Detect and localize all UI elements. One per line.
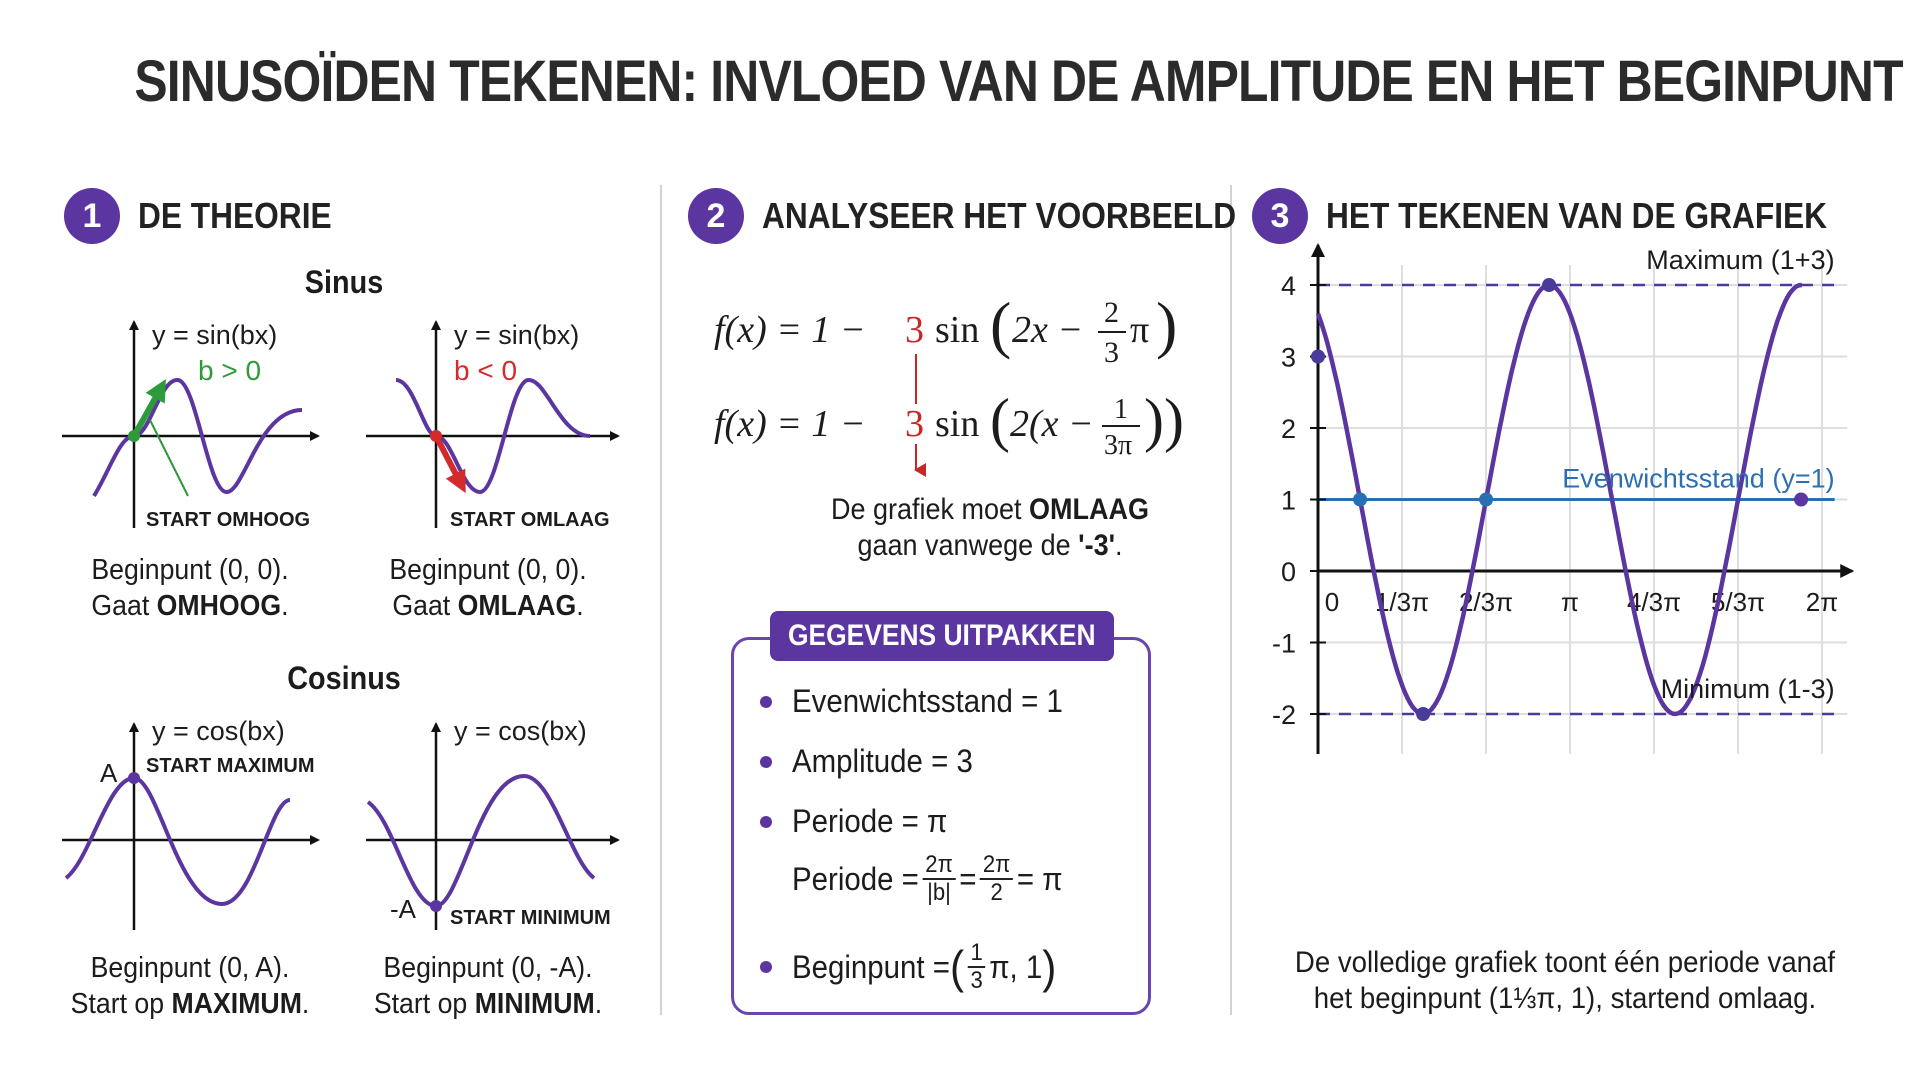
y-tick-label: 0 (1280, 557, 1296, 587)
curve-point (1794, 493, 1808, 507)
svg-text:)): )) (1144, 387, 1184, 453)
eq2-argument: 2(x − (1010, 403, 1094, 445)
svg-text:(: ( (990, 289, 1012, 360)
start-label: START OMHOOG (146, 509, 311, 531)
curve-point (1353, 493, 1367, 507)
section-number-badge: 1 (64, 188, 120, 244)
bullet (760, 816, 772, 828)
eq2-sin: sin (935, 403, 980, 445)
start-label: START OMLAAG (450, 509, 610, 531)
condition-label: b < 0 (454, 355, 518, 386)
eq1-argument: 2x − (1012, 309, 1084, 351)
amplitude-item: Amplitude = 3 (760, 743, 989, 780)
cosinus-heading: Cosinus (287, 660, 401, 696)
eq1-prefix: f(x) = 1 − (714, 309, 866, 351)
eq2-prefix: f(x) = 1 − (714, 403, 866, 445)
svg-text:(: ( (990, 387, 1010, 453)
svg-text:f(x) = 1 − (714, 403, 866, 445)
cos-max-panel (62, 716, 318, 930)
sin-up-panel (62, 320, 318, 531)
bullet (760, 756, 772, 768)
equilibrium-item: Evenwichtsstand = 1 (760, 683, 1086, 720)
start-point (430, 900, 442, 912)
start-point-item: Beginpunt = ( $\frac{1}{3}$ π, 1 ) (760, 940, 1079, 994)
y-tick-label: -1 (1271, 628, 1296, 659)
y-tick-label: -2 (1271, 700, 1296, 730)
svg-text:): ) (1156, 289, 1178, 360)
direction-arrow (436, 436, 462, 486)
example-equations (700, 260, 1200, 520)
eq1-amplitude: 3 (905, 309, 924, 351)
direction-arrow (134, 386, 162, 436)
start-label: START MINIMUM (450, 907, 611, 929)
section-title: DE THEORIE (138, 195, 332, 236)
y-tick-label: 1 (1280, 485, 1296, 516)
graph-caption: De volledige grafiek toont één periode vanaf het beginpunt (1⅓π, 1), startend omlaag. (1294, 946, 1836, 1015)
eq1-pi: π (1130, 309, 1150, 351)
x-tick-label: 2/3π (1458, 587, 1514, 617)
period-fraction-2: $\frac{2\pi}{2}$ (980, 852, 1013, 906)
column-divider-2 (1230, 185, 1232, 1015)
eq1-frac-den: 3 (1104, 336, 1119, 369)
sine-curve (94, 380, 302, 496)
amplitude-mark: -A (390, 894, 416, 924)
curve-point (1311, 350, 1325, 364)
equilibrium-label: Evenwichtsstand (y=1) (1562, 463, 1835, 494)
condition-label: b > 0 (198, 355, 262, 386)
x-tick-label: 5/3π (1710, 587, 1766, 617)
start-label: START MAXIMUM (146, 755, 315, 777)
eq1-frac-num: 2 (1104, 296, 1119, 329)
sin-down-panel (366, 320, 618, 531)
amplitude-mark: A (100, 758, 118, 788)
period-formula: Periode = $\frac{2\pi}{|b|}$ = $\frac{2\pi}{2}$ = π (792, 851, 1063, 906)
section-2-header (688, 188, 1301, 244)
eq2-frac-num: 1 (1114, 394, 1128, 425)
sin-down-caption: Beginpunt (0, 0). Gaat OMLAAG. (389, 554, 587, 622)
sinus-heading: Sinus (304, 264, 384, 300)
sin-up-caption: Beginpunt (0, 0). Gaat OMHOOG. (91, 554, 289, 622)
section-title: ANALYSEER HET VOORBEELD (762, 195, 1237, 236)
pointer-line (150, 420, 188, 496)
curve-point (1416, 707, 1430, 721)
section-3-header (1252, 188, 1895, 244)
theory-diagrams (0, 0, 660, 1072)
x-tick-label: 2π (1805, 587, 1839, 617)
bullet (760, 696, 772, 708)
x-tick-label: 1/3π (1374, 587, 1430, 617)
cos-max-caption: Beginpunt (0, A). Start op MAXIMUM. (70, 952, 310, 1020)
y-tick-label: 3 (1280, 342, 1296, 373)
y-tick-label: 2 (1280, 414, 1296, 444)
page-title: SINUSOÏDEN TEKENEN: INVLOED VAN DE AMPLITUDE EN HET BEGINPUNT (134, 49, 1903, 114)
minimum-label: Minimum (1-3) (1660, 674, 1835, 704)
data-box-label: GEGEVENS UITPAKKEN (770, 611, 1114, 661)
formula-label: y = cos(bx) (152, 716, 285, 746)
eq2-frac-den: 3π (1104, 430, 1133, 461)
curve-point (1479, 493, 1493, 507)
maximum-label: Maximum (1+3) (1646, 245, 1835, 275)
column-divider-1 (660, 185, 662, 1015)
x-tick-label: 4/3π (1626, 587, 1682, 617)
eq1-sin: sin (935, 309, 980, 351)
formula-label: y = cos(bx) (454, 716, 587, 746)
formula-label: y = sin(bx) (152, 320, 278, 350)
x-tick-label: 0 (1324, 587, 1340, 617)
direction-note: De grafiek moet OMLAAG gaan vanwege de '-3'. (830, 493, 1150, 562)
section-number-badge: 2 (688, 188, 744, 244)
start-point (128, 772, 140, 784)
cos-min-caption: Beginpunt (0, -A). Start op MINIMUM. (373, 952, 603, 1020)
eq2-amplitude: 3 (905, 403, 924, 445)
period-item: Periode = π (760, 803, 961, 840)
curve-point (1542, 278, 1556, 292)
formula-label: y = sin(bx) (454, 320, 580, 350)
y-tick-label: 4 (1280, 271, 1296, 301)
svg-text:f(x) = 1 − (714, 309, 866, 351)
cos-min-panel (366, 716, 618, 930)
section-number-badge: 3 (1252, 188, 1308, 244)
bullet (760, 961, 772, 973)
x-tick-label: π (1561, 587, 1579, 617)
period-fraction-1: $\frac{2\pi}{|b|}$ (923, 852, 956, 906)
section-title: HET TEKENEN VAN DE GRAFIEK (1326, 195, 1828, 236)
start-fraction: $\frac{1}{3}$ (968, 940, 986, 994)
sinusoid-graph (1250, 245, 1890, 950)
